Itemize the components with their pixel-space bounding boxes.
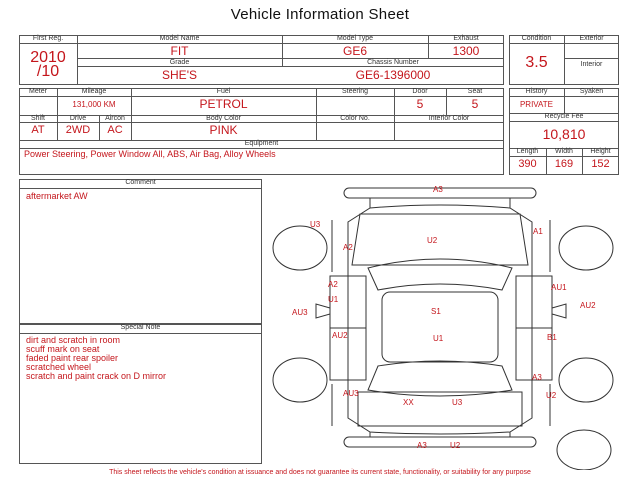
- damage-mark-right-mirror: AU2: [580, 301, 596, 310]
- damage-mark-left-mirror: AU3: [292, 308, 308, 317]
- mileage-label: Mileage: [81, 88, 107, 95]
- width-value: 169: [554, 158, 574, 170]
- length-value: 390: [518, 158, 537, 170]
- shift-label: Shift: [30, 115, 45, 122]
- hood-outline: [352, 214, 528, 265]
- model-name-value: FIT: [170, 44, 189, 58]
- rear-glass-outline: [368, 361, 512, 396]
- damage-mark-rear-glass: XX: [403, 398, 414, 407]
- first-reg-year: 2010: [30, 49, 66, 66]
- model-name-label: Model Name: [159, 35, 200, 42]
- fuel-label: Fuel: [216, 88, 231, 95]
- fuel-value: PETROL: [199, 97, 248, 111]
- special-note-list: [26, 336, 166, 381]
- recycle-fee-value: 10,810: [542, 126, 586, 142]
- exterior-label: Exterior: [579, 35, 604, 42]
- meter-label: Meter: [29, 88, 47, 95]
- damage-mark-roof: S1: [431, 307, 441, 316]
- special-note-label: Special Note: [120, 324, 161, 331]
- drive-value: 2WD: [65, 124, 91, 136]
- history-label: History: [525, 88, 548, 95]
- model-type-value: GE6: [342, 44, 367, 58]
- spare-wheel: [557, 430, 611, 470]
- damage-mark-hood: U2: [427, 236, 438, 245]
- car-body-outline: [348, 205, 532, 434]
- aircon-label: Aircon: [105, 115, 125, 122]
- door-label: Door: [412, 88, 428, 95]
- door-value: 5: [416, 97, 424, 111]
- grade-label: Grade: [169, 59, 190, 66]
- exhaust-value: 1300: [452, 44, 480, 58]
- chassis-number-label: Chassis Number: [367, 59, 419, 66]
- steering-label: Steering: [341, 88, 369, 95]
- damage-mark-left-front-door-upper: A2: [328, 280, 338, 289]
- condition-label: Condition: [521, 35, 552, 42]
- damage-mark-rear-bumper-a: A3: [417, 441, 427, 450]
- right-mirror-outline: [552, 304, 566, 318]
- special-note-item: scratched wheel: [26, 362, 92, 372]
- car-damage-diagram: [270, 180, 620, 470]
- body-color-label: Body Color: [206, 115, 241, 122]
- sheet-title: Vehicle Information Sheet: [230, 6, 410, 23]
- wheel-front-right: [559, 226, 613, 270]
- damage-mark-trunk: U3: [452, 398, 463, 407]
- chassis-number-value: GE6-1396000: [355, 68, 431, 82]
- damage-mark-right-front-fender: A1: [533, 227, 543, 236]
- damage-mark-rear-bumper-b: U2: [450, 441, 461, 450]
- special-note-item: dirt and scratch in room: [26, 335, 121, 345]
- syaken-label: Syaken: [579, 88, 604, 95]
- wheel-rear-left: [273, 358, 327, 402]
- shift-value: AT: [31, 124, 45, 136]
- grade-value: SHE'S: [162, 68, 197, 82]
- seat-label: Seat: [467, 88, 483, 95]
- damage-mark-left-rear-fender: AU3: [343, 389, 359, 398]
- damage-mark-front-bumper: A3: [433, 185, 443, 194]
- windshield-outline: [368, 259, 512, 290]
- damage-mark-left-front-side: A2: [343, 243, 353, 252]
- damage-mark-right-rear-wheel: U2: [546, 391, 557, 400]
- aircon-value: AC: [107, 124, 123, 136]
- wheel-front-left: [273, 226, 327, 270]
- interior-color-label: Interior Color: [428, 115, 470, 122]
- length-label: Length: [516, 148, 539, 155]
- body-color-value: PINK: [209, 123, 238, 137]
- damage-mark-left-front-door: U1: [328, 295, 339, 304]
- special-note-item: faded paint rear spoiler: [26, 353, 119, 363]
- seat-value: 5: [471, 97, 479, 111]
- condition-value: 3.5: [525, 54, 548, 71]
- comment-label: Comment: [125, 179, 156, 186]
- special-note-item: scratch and paint crack on D mirror: [26, 371, 167, 381]
- damage-mark-roof-lower: U1: [433, 334, 444, 343]
- exhaust-label: Exhaust: [453, 35, 479, 42]
- recycle-fee-label: Recycle Fee: [544, 113, 584, 120]
- equipment-value: Power Steering, Power Window All, ABS, Air Bag, Alloy Wheels: [24, 149, 276, 159]
- roof-outline: [382, 292, 498, 362]
- first-reg-label: First Reg.: [32, 35, 64, 42]
- first-reg-month: /10: [36, 63, 60, 80]
- height-label: Height: [590, 148, 611, 155]
- color-no-label: Color No.: [340, 115, 370, 122]
- disclaimer-footer: This sheet reflects the vehicle's condition at issuance and does not guarantee its current state, functionality, or suitability for any purpose: [109, 469, 531, 476]
- equipment-label: Equipment: [244, 140, 279, 147]
- model-type-label: Model Type: [336, 35, 374, 42]
- drive-label: Drive: [69, 115, 87, 122]
- wheel-rear-right: [559, 358, 613, 402]
- mileage-value: 131,000 KM: [72, 100, 116, 109]
- height-value: 152: [591, 158, 610, 170]
- trunk-outline: [358, 392, 522, 426]
- width-label: Width: [555, 148, 573, 155]
- history-value: PRIVATE: [519, 100, 554, 109]
- damage-mark-front-left-fender: U3: [310, 220, 321, 229]
- damage-mark-right-rear-door: B1: [547, 333, 557, 342]
- damage-mark-right-front-door: AU1: [551, 283, 567, 292]
- left-mirror-outline: [316, 304, 330, 318]
- interior-label: Interior: [580, 61, 603, 68]
- comment-value: aftermarket AW: [26, 191, 88, 201]
- rear-bumper-outline: [344, 437, 536, 447]
- damage-mark-right-rear-fender: A3: [532, 373, 542, 382]
- special-note-item: scuff mark on seat: [26, 344, 100, 354]
- damage-mark-left-rear-door: AU2: [332, 331, 348, 340]
